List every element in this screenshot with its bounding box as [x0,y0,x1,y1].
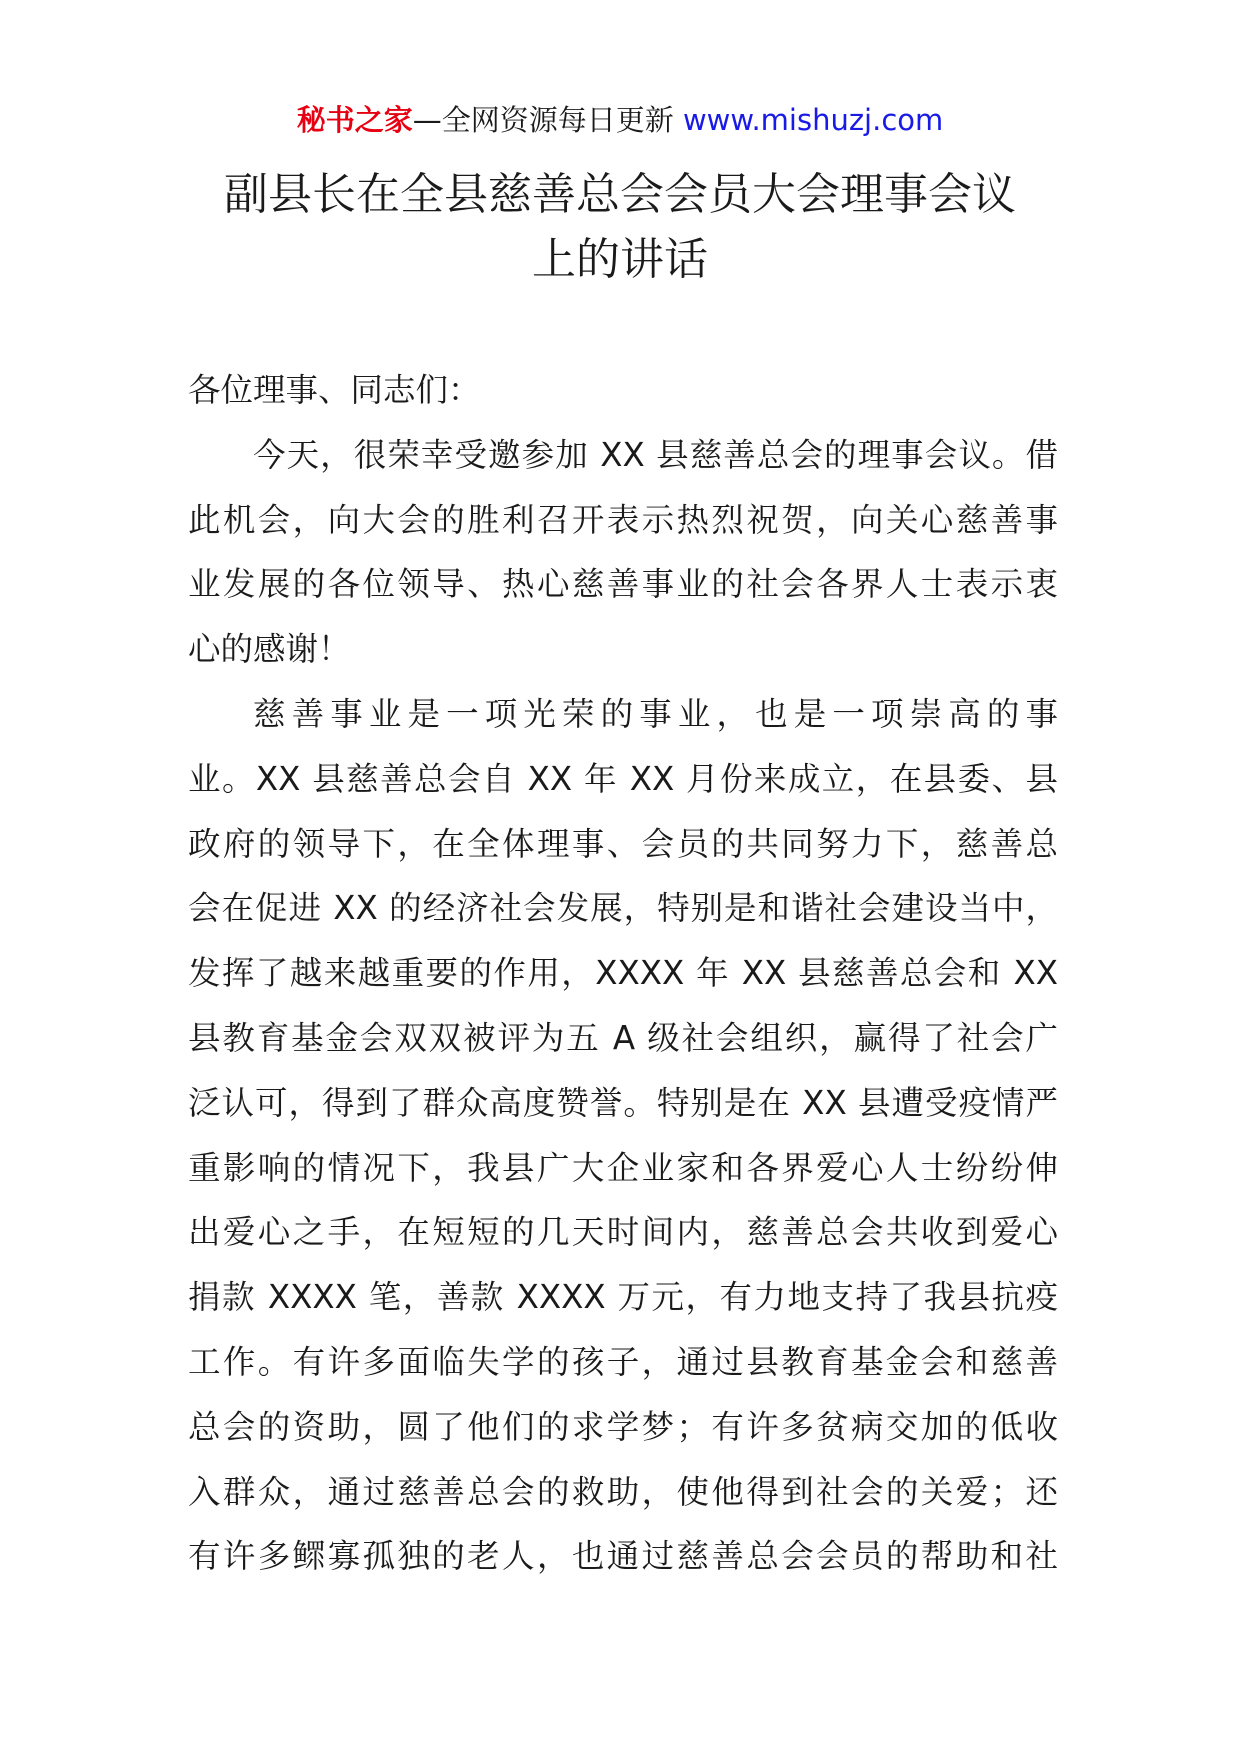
body-line: 入群众，通过慈善总会的救助，使他得到社会的关爱；还 [188,1472,1058,1511]
body-line: 有许多鳏寡孤独的老人，也通过慈善总会会员的帮助和社 [188,1537,1058,1576]
body-line: 心的感谢！ [188,630,351,669]
body-line: 捐款 XXXX 笔，善款 XXXX 万元，有力地支持了我县抗疫 [188,1278,1058,1317]
body-line: 总会的资助，圆了他们的求学梦；有许多贫病交加的低收 [188,1407,1058,1446]
body-line: 重影响的情况下，我县广大企业家和各界爱心人士纷纷伸 [188,1148,1058,1187]
title-line-1: 副县长在全县慈善总会会员大会理事会议 [224,169,1016,220]
body-line: 泛认可，得到了群众高度赞誉。特别是在 XX 县遭受疫情严 [188,1083,1058,1122]
title-line-2: 上的讲话 [532,234,708,285]
body-line: 政府的领导下，在全体理事、会员的共同努力下，慈善总 [188,824,1058,863]
body-line: 今天，很荣幸受邀参加 XX 县慈善总会的理事会议。借 [253,435,1058,474]
body-line: 县教育基金会双双被评为五 A 级社会组织，赢得了社会广 [188,1018,1058,1057]
body-line: 此机会，向大会的胜利召开表示热烈祝贺，向关心慈善事 [188,500,1058,539]
body-line: 会在促进 XX 的经济社会发展，特别是和谐社会建设当中， [188,889,1058,928]
body-line: 慈善事业是一项光荣的事业，也是一项崇高的事 [253,694,1058,733]
body-line: 发挥了越来越重要的作用，XXXX 年 XX 县慈善总会和 XX [188,954,1058,993]
body-line: 工作。有许多面临失学的孩子，通过县教育基金会和慈善 [188,1342,1058,1381]
body-line: 业发展的各位领导、热心慈善事业的社会各界人士表示衷 [188,565,1058,604]
document-body [188,358,1058,1589]
site-header [0,100,1240,140]
salutation: 各位理事、同志们： [188,371,481,409]
document-title [150,162,1090,292]
brand-name: 秘书之家 [296,103,413,137]
body-line: 出爱心之手，在短短的几天时间内，慈善总会共收到爱心 [188,1213,1058,1252]
site-url-link[interactable]: www.mishuzj.com [682,103,944,137]
header-tagline: —全网资源每日更新 [412,103,674,137]
body-line: 业。XX 县慈善总会自 XX 年 XX 月份来成立，在县委、县 [188,759,1058,798]
